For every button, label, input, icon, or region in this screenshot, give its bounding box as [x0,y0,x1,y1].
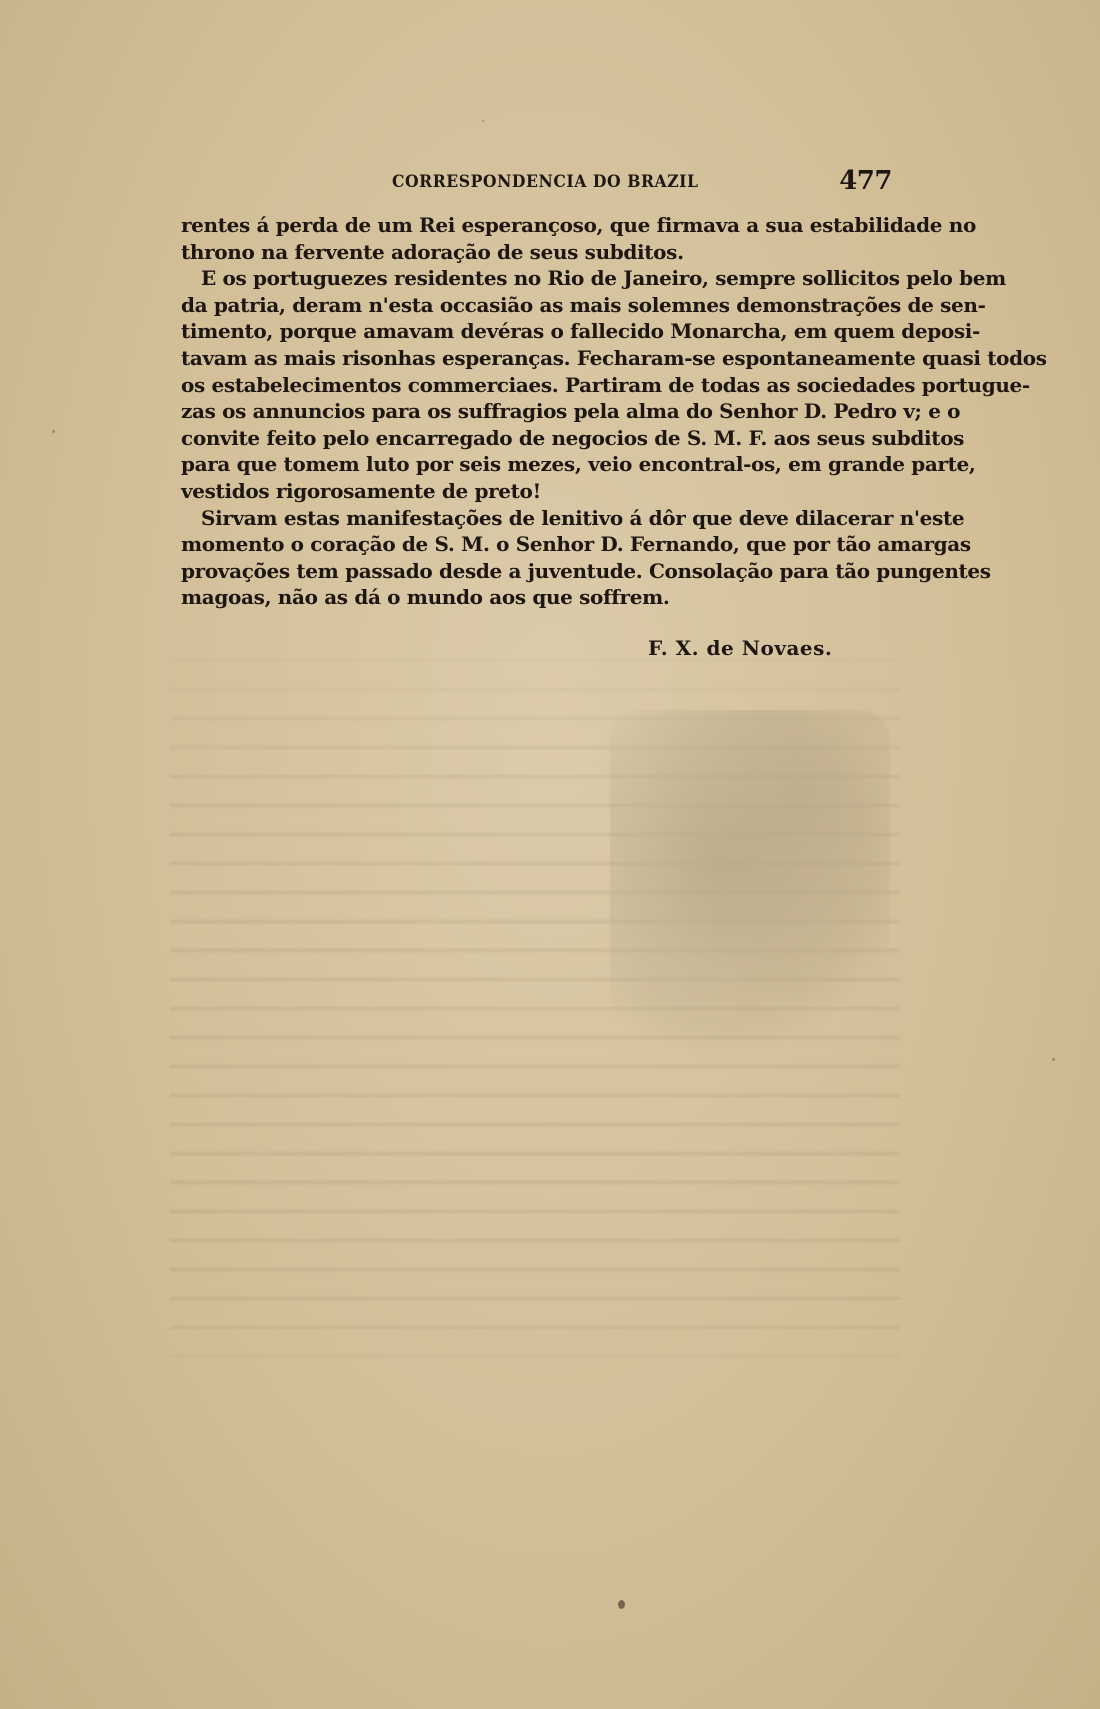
text-line: throno na fervente adoração de seus subditos. [181,239,684,264]
text-line: zas os annuncios para os suffragios pela alma do Senhor D. Pedro v; e o [181,399,961,424]
paper-speck [1052,1058,1055,1061]
text-line: provações tem passado desde a juventude. Consolação para tão pungentes [181,558,991,583]
text-line: Sirvam estas manifestações de lenitivo á dôr que deve dilacerar n'este [201,505,965,530]
text-line: E os portuguezes residentes no Rio de Janeiro, sempre sollicitos pelo bem [201,266,1006,291]
paper-speck [52,430,55,433]
body-text [181,212,1047,611]
page-header [392,166,892,196]
author-signature: F. X. de Novaes. [648,636,833,660]
text-line: da patria, deram n'esta occasião as mais solemnes demonstrações de sen- [181,292,986,317]
text-line: momento o coração de S. M. o Senhor D. Fernando, que por tão amargas [181,532,971,557]
paper-speck [618,1600,625,1609]
text-line: para que tomem luto por seis mezes, veio encontral-os, em grande parte, [181,452,976,477]
text-line: rentes á perda de um Rei esperançoso, que firmava a sua estabilidade no [181,213,976,237]
text-line: convite feito pelo encarregado de negocios de S. M. F. aos seus subditos [181,425,965,450]
text-line: os estabelecimentos commerciaes. Partiram de todas as sociedades portugue- [181,372,1030,397]
text-line: vestidos rigorosamente de preto! [181,478,541,503]
text-line: tavam as mais risonhas esperanças. Fecharam-se espontaneamente quasi todos [181,345,1047,370]
paper-speck [482,120,484,122]
text-line: magoas, não as dá o mundo aos que soffrem. [181,585,670,610]
page-number: 477 [839,166,892,196]
text-line: timento, porque amavam devéras o fallecido Monarcha, em quem deposi- [181,319,980,344]
running-head: CORRESPONDENCIA DO BRAZIL [392,172,699,192]
